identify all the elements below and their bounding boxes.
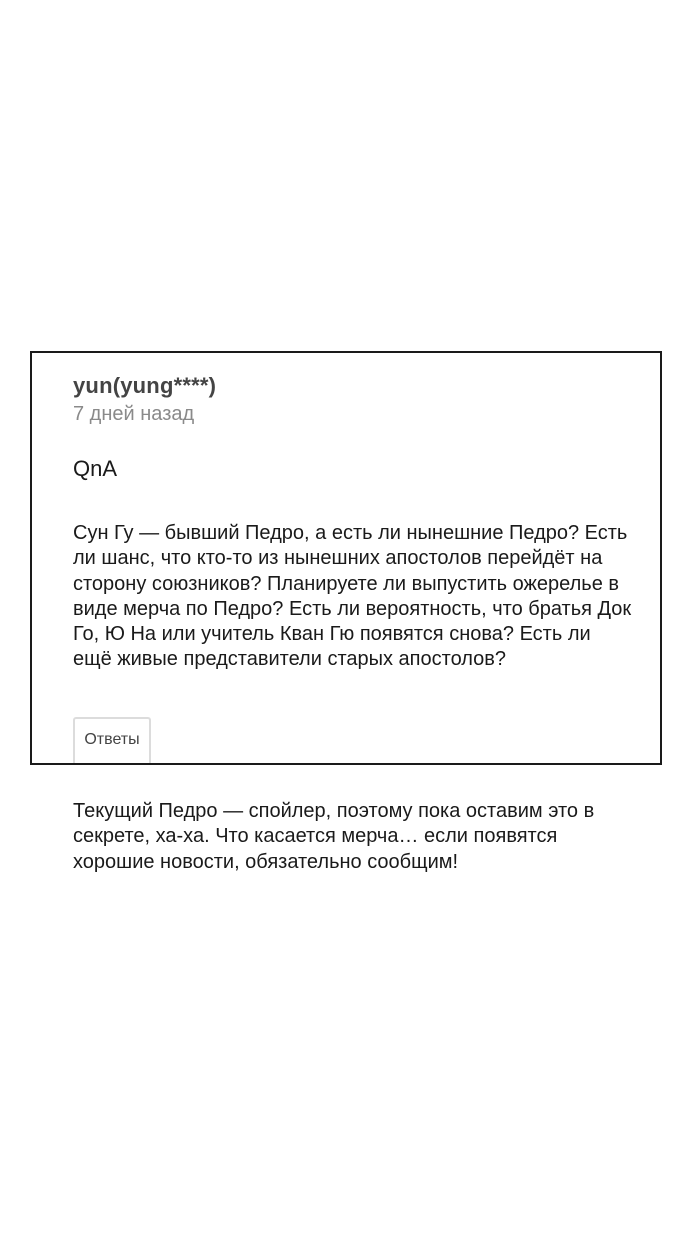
qna-post-card <box>30 351 662 765</box>
post-question-text: Сун Гу — бывший Педро, а есть ли нынешние Педро? Есть ли шанс, что кто-то из нынешних апостолов перейдёт на сторону союзников? Планируете ли выпустить ожерелье в виде мерча по Педро? Есть ли вероятность, что братья Док Го, Ю На или учитель Кван Гю появятся снова? Есть ли ещё живые представители старых апостолов? <box>73 522 632 671</box>
post-timestamp: 7 дней назад <box>73 403 195 425</box>
reply-text: Текущий Педро — спойлер, поэтому пока оставим это в секрете, ха-ха. Что касается мерча… если появятся хорошие новости, обязательно сообщим! <box>73 800 595 873</box>
post-username: yun(yung****) <box>73 373 217 398</box>
answers-button[interactable]: Ответы <box>73 717 151 765</box>
post-category: QnA <box>73 456 118 481</box>
